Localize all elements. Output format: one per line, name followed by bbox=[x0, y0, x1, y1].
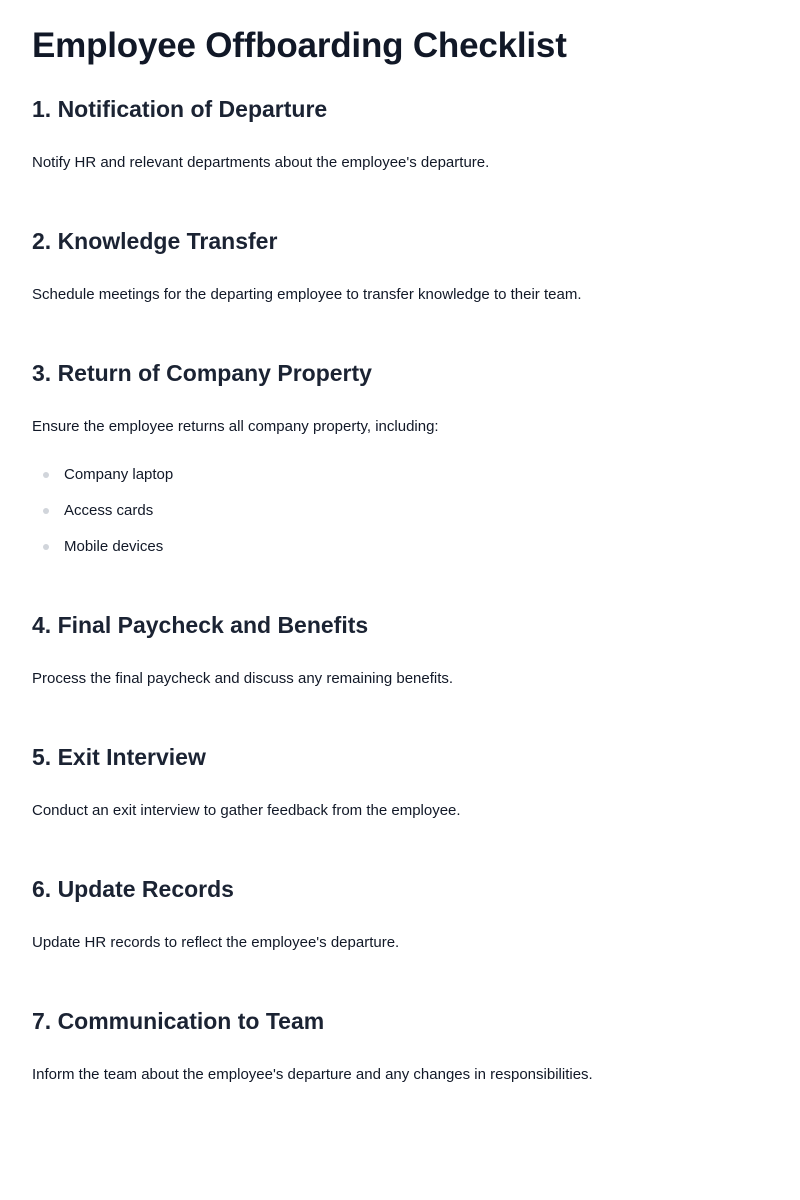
list-item bbox=[32, 464, 768, 486]
bullet-icon bbox=[43, 472, 49, 478]
section-text: Schedule meetings for the departing employee to transfer knowledge to their team. bbox=[32, 286, 582, 303]
section-return-property bbox=[32, 358, 768, 558]
section-update-records bbox=[32, 874, 768, 954]
section-text: Conduct an exit interview to gather feedback from the employee. bbox=[32, 802, 461, 819]
bullet-icon bbox=[43, 508, 49, 514]
list-item-label: Mobile devices bbox=[64, 538, 164, 555]
section-heading: 2. Knowledge Transfer bbox=[32, 228, 278, 254]
bullet-icon bbox=[43, 544, 49, 550]
list-item bbox=[32, 500, 768, 522]
section-team-communication bbox=[32, 1006, 768, 1086]
section-heading: 7. Communication to Team bbox=[32, 1008, 325, 1034]
section-final-paycheck bbox=[32, 610, 768, 690]
section-exit-interview bbox=[32, 742, 768, 822]
section-text: Notify HR and relevant departments about the employee's departure. bbox=[32, 154, 490, 171]
section-heading: 5. Exit Interview bbox=[32, 744, 206, 770]
list-item bbox=[32, 536, 768, 558]
section-heading: 6. Update Records bbox=[32, 876, 234, 902]
property-list bbox=[32, 464, 768, 558]
section-text: Inform the team about the employee's departure and any changes in responsibilities. bbox=[32, 1066, 593, 1083]
section-heading: 4. Final Paycheck and Benefits bbox=[32, 612, 369, 638]
section-knowledge-transfer bbox=[32, 226, 768, 306]
list-item-label: Company laptop bbox=[64, 466, 174, 483]
section-heading: 3. Return of Company Property bbox=[32, 360, 372, 386]
section-text: Ensure the employee returns all company property, including: bbox=[32, 418, 439, 435]
section-notification bbox=[32, 94, 768, 174]
list-item-label: Access cards bbox=[64, 502, 154, 519]
section-heading: 1. Notification of Departure bbox=[32, 96, 328, 122]
section-text: Process the final paycheck and discuss any remaining benefits. bbox=[32, 670, 454, 687]
page-title: Employee Offboarding Checklist bbox=[32, 26, 567, 65]
section-text: Update HR records to reflect the employee's departure. bbox=[32, 934, 400, 951]
